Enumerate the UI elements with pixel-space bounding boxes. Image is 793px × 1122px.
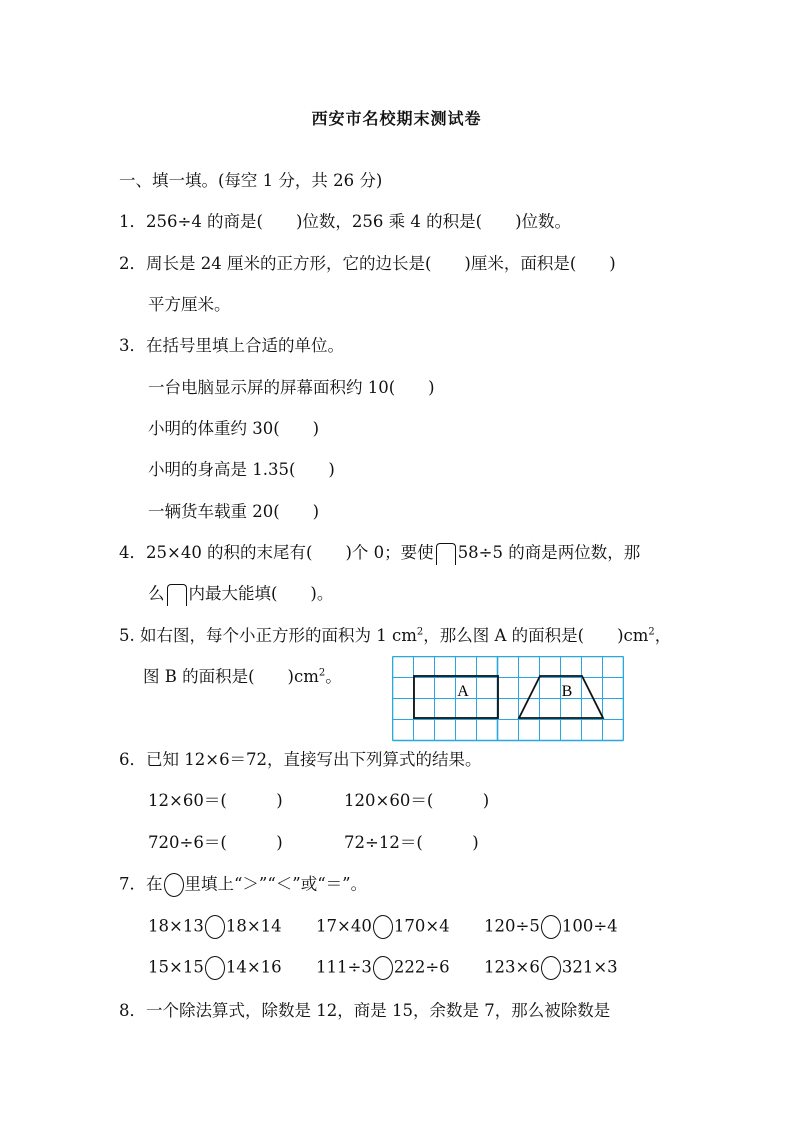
question-2-line-2: 平方厘米。 bbox=[148, 295, 231, 314]
question-5-text: ， bbox=[654, 626, 672, 645]
question-7-stem bbox=[119, 873, 367, 897]
question-3-item: 小明的身高是 1.35( ) bbox=[148, 460, 335, 479]
blank-box bbox=[167, 584, 187, 606]
question-6-item: 12×60＝( ) bbox=[148, 791, 283, 810]
figure-label-b: B bbox=[561, 683, 573, 700]
superscript: 2 bbox=[318, 667, 326, 679]
blank-circle bbox=[164, 873, 184, 897]
question-5-text: 5. 如右图，每个小正方形的面积为 1 cm bbox=[119, 626, 417, 645]
comparison-item: 111÷3 222÷6 bbox=[316, 956, 450, 980]
blank-circle bbox=[373, 956, 393, 980]
blank-circle bbox=[373, 915, 393, 939]
question-7-text: 里填上“＞”“＜”或“＝”。 bbox=[184, 874, 368, 894]
question-4-text: 4．25×40 的积的末尾有( )个 0；要使 bbox=[119, 543, 434, 562]
comparison-item: 123×6 321×3 bbox=[484, 956, 618, 980]
figure-label-a: A bbox=[457, 683, 469, 700]
question-8: 8．一个除法算式，除数是 12，商是 15，余数是 7，那么被除数是 bbox=[119, 1001, 611, 1020]
question-6-item: 72÷12＝( ) bbox=[344, 833, 479, 852]
page-title: 西安市名校期末测试卷 bbox=[311, 109, 482, 128]
question-5-line-1 bbox=[119, 625, 671, 647]
blank-circle bbox=[541, 915, 561, 939]
question-4-text: 内最大能填( )。 bbox=[188, 584, 334, 603]
question-5-text: 。 bbox=[325, 667, 342, 686]
blank-circle bbox=[205, 915, 225, 939]
question-3-item: 一台电脑显示屏的屏幕面积约 10( ) bbox=[148, 378, 435, 397]
blank-box bbox=[436, 543, 456, 565]
question-7-text: 7．在 bbox=[119, 874, 163, 894]
comparison-item: 120÷5 100÷4 bbox=[484, 915, 618, 939]
question-4-line-2 bbox=[148, 583, 333, 606]
grid-lines bbox=[393, 657, 624, 741]
question-2-line-1: 2．周长是 24 厘米的正方形，它的边长是( )厘米，面积是( ) bbox=[119, 254, 616, 273]
comparison-item: 17×40 170×4 bbox=[316, 915, 450, 939]
question-4-text: 么 bbox=[148, 584, 165, 603]
question-1: 1．256÷4 的商是( )位数，256 乘 4 的积是( )位数。 bbox=[119, 212, 572, 231]
question-6-stem: 6．已知 12×6＝72，直接写出下列算式的结果。 bbox=[119, 750, 482, 769]
comparison-item: 18×13 18×14 bbox=[148, 915, 282, 939]
comparison-item: 15×15 14×16 bbox=[148, 956, 282, 980]
question-4-text: 58÷5 的商是两位数，那 bbox=[457, 543, 641, 562]
question-5-text: 图 B 的面积是( )cm bbox=[143, 667, 319, 686]
superscript: 2 bbox=[416, 626, 424, 638]
question-6-item: 120×60＝( ) bbox=[344, 791, 490, 810]
question-3-item: 小明的体重约 30( ) bbox=[148, 419, 320, 438]
question-4-line-1 bbox=[119, 542, 640, 565]
question-3-item: 一辆货车载重 20( ) bbox=[148, 502, 320, 521]
grid-figure bbox=[392, 656, 624, 742]
question-6-item: 720÷6＝( ) bbox=[148, 833, 283, 852]
section-heading: 一、填一填。(每空 1 分，共 26 分) bbox=[119, 171, 383, 190]
question-5-line-2 bbox=[143, 666, 342, 688]
blank-circle bbox=[541, 956, 561, 980]
question-3-stem: 3．在括号里填上合适的单位。 bbox=[119, 336, 344, 355]
superscript: 2 bbox=[648, 626, 655, 638]
question-5-text: ，那么图 A 的面积是( )cm bbox=[423, 626, 649, 645]
blank-circle bbox=[205, 956, 225, 980]
